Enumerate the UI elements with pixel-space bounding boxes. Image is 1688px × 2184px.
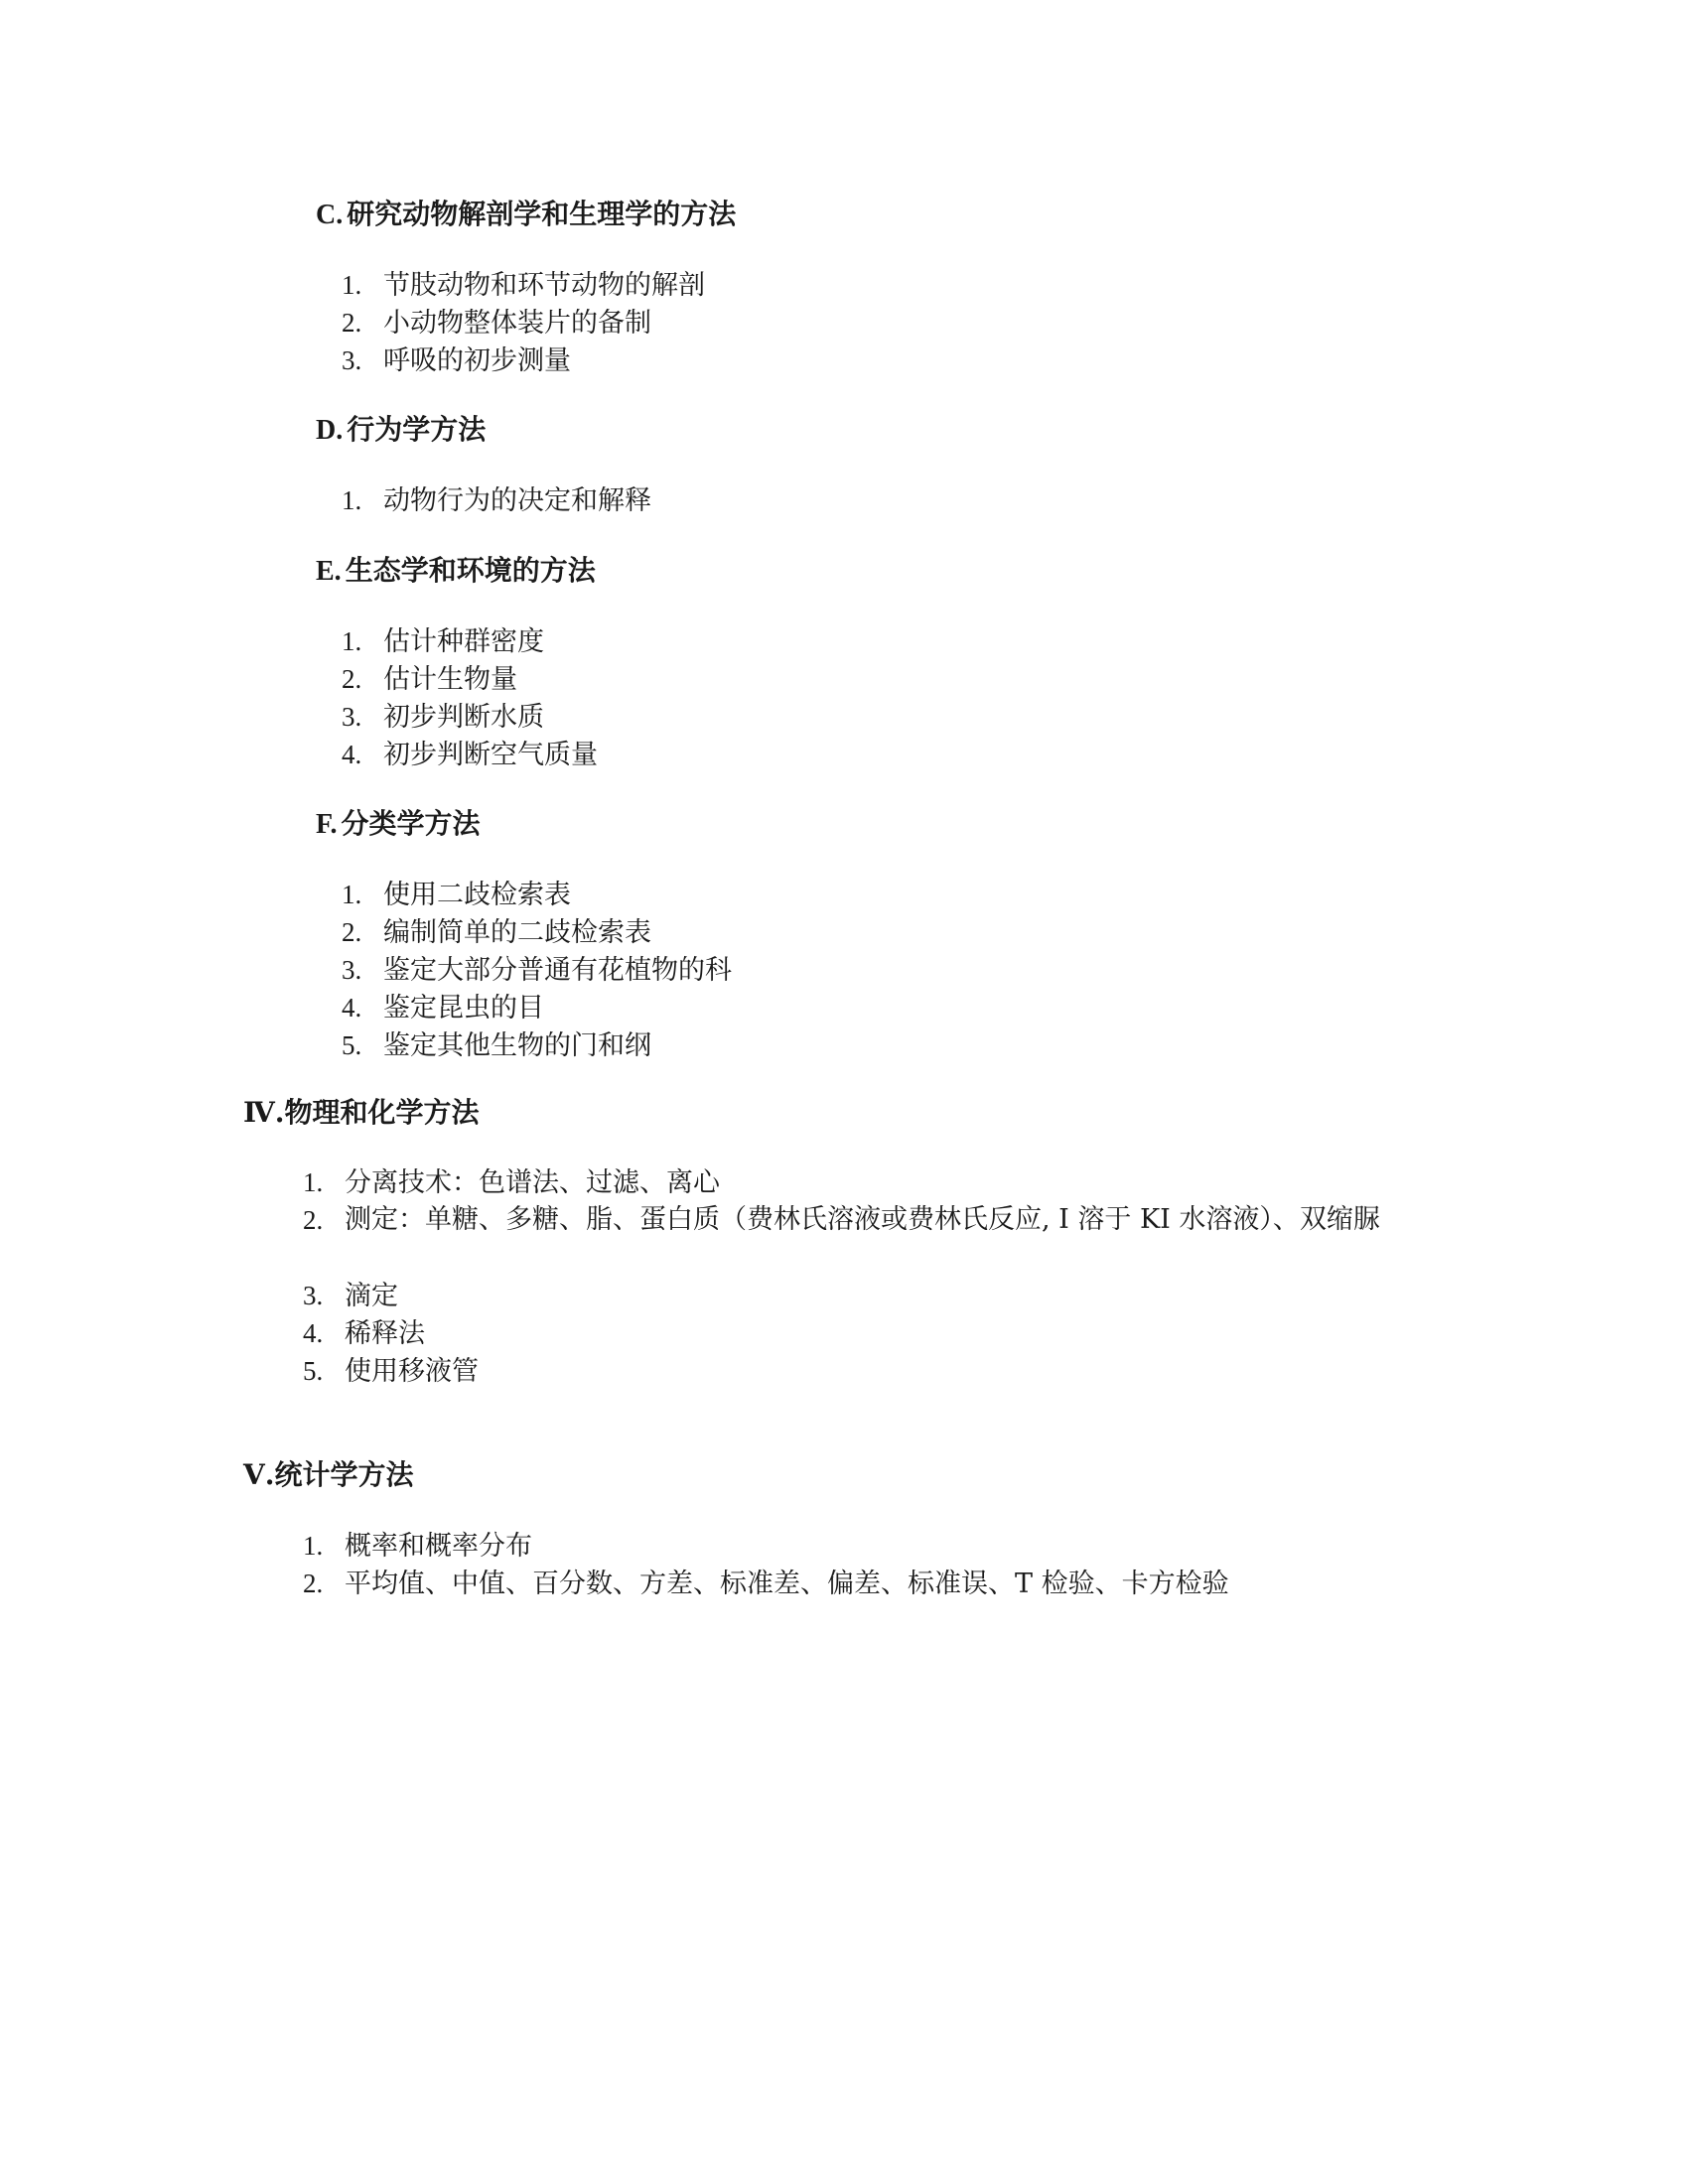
item-number: 4. [342,993,362,1023]
item-text: 鉴定昆虫的目 [383,993,544,1024]
list-item [342,951,732,989]
section-letter: D. [316,415,344,446]
item-text: 鉴定其他生物的门和纲 [383,1030,651,1061]
section-heading-e [316,553,596,590]
item-number: 3. [342,345,362,375]
item-number: 2. [342,308,362,338]
item-text: 节肢动物和环节动物的解剖 [383,270,705,301]
chapter-heading-iv: Ⅳ.物理和化学方法 [243,1096,480,1129]
item-number: 2. [303,1205,324,1235]
chapter-v-list [303,1527,1229,1602]
item-text: 使用移液管 [345,1356,479,1387]
list-item [303,1163,1445,1201]
list-item [303,1314,1445,1352]
item-number: 2. [342,917,362,947]
item-number: 4. [342,740,362,769]
list-item [342,660,598,698]
list-item [342,698,598,736]
item-number: 5. [342,1030,362,1060]
item-text: 概率和概率分布 [345,1531,532,1562]
list-item [303,1352,1445,1390]
list-item [342,1026,732,1064]
item-number: 3. [303,1281,324,1310]
list-item [342,481,651,519]
list-item [342,913,732,951]
list-item [342,622,598,660]
item-number: 1. [342,485,362,515]
section-title: 生态学和环境的方法 [345,554,596,587]
item-text: 鉴定大部分普通有花植物的科 [383,955,732,986]
section-letter: C. [316,200,344,230]
section-heading-c [316,197,736,233]
item-text: 初步判断水质 [383,702,544,733]
item-text: 编制简单的二歧检索表 [383,917,651,948]
item-number: 2. [342,664,362,694]
section-title: 分类学方法 [341,807,481,840]
item-text: 使用二歧检索表 [383,880,571,910]
item-number: 1. [303,1531,324,1561]
list-item [303,1527,1229,1565]
item-number: 5. [303,1356,324,1386]
section-heading-d [316,412,486,449]
item-number: 3. [342,955,362,985]
list-item [342,736,598,773]
item-number: 1. [342,270,362,300]
item-number: 1. [342,626,362,656]
item-number: 2. [303,1569,324,1598]
list-item [303,1565,1229,1602]
item-text: 滴定 [345,1281,398,1311]
list-item [342,989,732,1026]
item-number: 4. [303,1318,324,1348]
item-text: 估计种群密度 [383,626,544,657]
list-item [342,266,705,304]
list-item [342,304,705,341]
item-text: 初步判断空气质量 [383,740,598,770]
section-c-list [342,266,705,379]
list-item [342,876,732,913]
section-title: 行为学方法 [347,413,487,446]
chapter-iv-list [303,1163,1445,1390]
item-text: 稀释法 [345,1318,425,1349]
section-letter: E. [316,556,342,587]
item-text: 呼吸的初步测量 [383,345,571,376]
item-number: 1. [303,1167,324,1197]
list-item [303,1277,1445,1314]
section-title: 研究动物解剖学和生理学的方法 [347,198,737,230]
item-text: 平均值、中值、百分数、方差、标准差、偏差、标准误、T 检验、卡方检验 [345,1569,1229,1599]
chapter-heading-v: Ⅴ.统计学方法 [243,1458,414,1491]
list-item [342,341,705,379]
section-e-list [342,622,598,773]
item-text: 分离技术：色谱法、过滤、离心 [345,1167,720,1198]
item-text: 估计生物量 [383,664,517,695]
section-heading-f [316,806,481,843]
item-text: 测定：单糖、多糖、脂、蛋白质（费林氏溶液或费林氏反应, I 溶于 KI 水溶液）、双缩脲 [345,1204,1380,1235]
section-d-list [342,481,651,519]
item-number: 1. [342,880,362,909]
item-text: 小动物整体装片的备制 [383,308,651,339]
section-letter: F. [316,809,338,840]
section-f-list [342,876,732,1064]
item-text: 动物行为的决定和解释 [383,485,651,516]
item-number: 3. [342,702,362,732]
list-item [303,1201,1445,1277]
